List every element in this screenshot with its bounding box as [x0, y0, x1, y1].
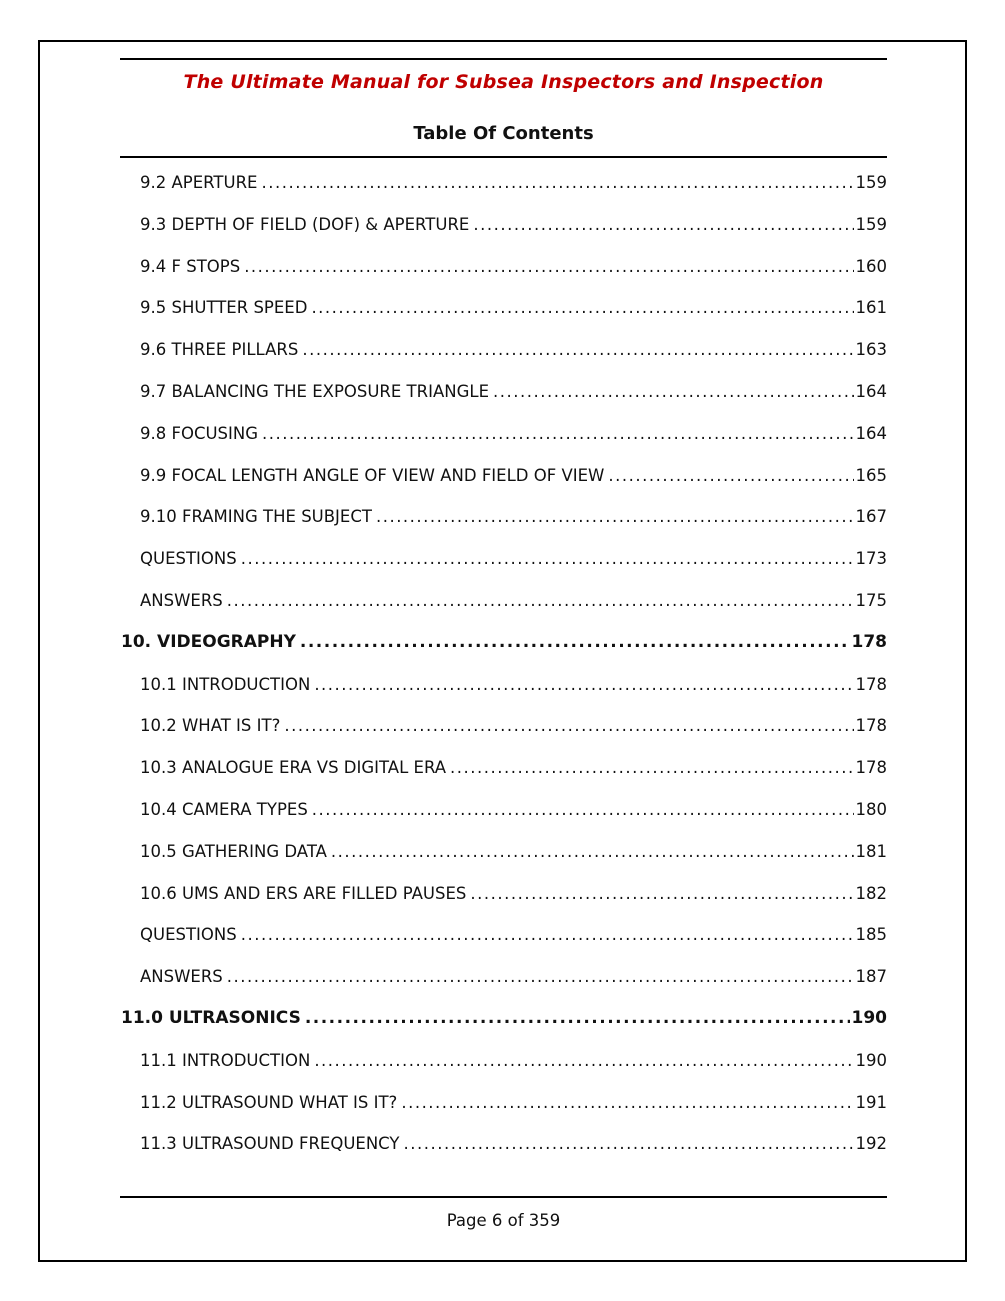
toc-dot-leader: [473, 204, 853, 246]
toc-entry[interactable]: [120, 956, 887, 998]
toc-entry-page: 187: [855, 967, 887, 987]
toc-entry[interactable]: [120, 789, 887, 831]
toc-dot-leader: [401, 1082, 853, 1124]
toc-entry-page: 178: [851, 631, 887, 652]
toc-entry[interactable]: [120, 246, 887, 288]
toc-entry[interactable]: [120, 538, 887, 580]
toc-entry-label: 9.6 THREE PILLARS: [140, 340, 299, 360]
toc-list: [120, 162, 887, 1165]
toc-entry-page: 163: [855, 340, 887, 360]
toc-dot-leader: [305, 998, 850, 1040]
toc-entry[interactable]: [120, 998, 887, 1040]
toc-entry[interactable]: [120, 1123, 887, 1165]
toc-entry-page: 181: [855, 841, 887, 861]
toc-title: Table Of Contents: [413, 123, 594, 144]
toc-entry-label: ANSWERS: [140, 967, 223, 987]
toc-entry[interactable]: [120, 580, 887, 622]
toc-entry-label: 10.2 WHAT IS IT?: [140, 716, 281, 736]
toc-entry[interactable]: [120, 287, 887, 329]
toc-entry[interactable]: [120, 413, 887, 455]
toc-entry-label: 11.1 INTRODUCTION: [140, 1050, 311, 1070]
toc-entry-page: 167: [855, 507, 887, 527]
toc-title-rule: [120, 156, 887, 158]
toc-entry[interactable]: [120, 204, 887, 246]
toc-entry-page: 190: [851, 1007, 887, 1028]
toc-dot-leader: [227, 956, 854, 998]
toc-dot-leader: [300, 622, 850, 664]
toc-entry-page: 175: [855, 590, 887, 610]
footer-rule: [120, 1196, 887, 1198]
toc-entry-page: 192: [855, 1134, 887, 1154]
toc-entry-page: 165: [855, 465, 887, 485]
toc-entry[interactable]: [120, 162, 887, 204]
toc-dot-leader: [314, 664, 853, 706]
page-content: [120, 42, 887, 1165]
toc-entry-page: 185: [855, 925, 887, 945]
toc-entry-page: 190: [855, 1050, 887, 1070]
toc-dot-leader: [311, 287, 853, 329]
toc-entry-label: 9.3 DEPTH OF FIELD (DOF) & APERTURE: [140, 214, 470, 234]
toc-dot-leader: [312, 789, 854, 831]
toc-dot-leader: [284, 705, 853, 747]
toc-entry-page: 182: [855, 883, 887, 903]
document-title: The Ultimate Manual for Subsea Inspectors and Inspection: [183, 71, 824, 93]
toc-entry[interactable]: [120, 831, 887, 873]
toc-dot-leader: [331, 831, 854, 873]
toc-dot-leader: [241, 914, 854, 956]
toc-dot-leader: [314, 1040, 853, 1082]
toc-entry[interactable]: [120, 873, 887, 915]
toc-dot-leader: [262, 413, 853, 455]
toc-entry-page: 159: [855, 173, 887, 192]
toc-entry-label: 10.3 ANALOGUE ERA VS DIGITAL ERA: [140, 758, 447, 778]
toc-entry-label: 9.7 BALANCING THE EXPOSURE TRIANGLE: [140, 381, 490, 401]
toc-entry-label: QUESTIONS: [140, 925, 237, 945]
toc-entry-label: 9.8 FOCUSING: [140, 423, 259, 443]
toc-dot-leader: [404, 1123, 854, 1165]
toc-dot-leader: [244, 246, 853, 288]
toc-dot-leader: [608, 455, 853, 497]
toc-entry[interactable]: [120, 455, 887, 497]
toc-entry[interactable]: [120, 914, 887, 956]
toc-entry-label: 10.4 CAMERA TYPES: [140, 799, 308, 819]
toc-entry-label: 9.10 FRAMING THE SUBJECT: [140, 507, 372, 527]
toc-entry-label: 10.1 INTRODUCTION: [140, 674, 311, 694]
toc-entry[interactable]: [120, 371, 887, 413]
toc-dot-leader: [376, 496, 854, 538]
toc-entry-label: 11.2 ULTRASOUND WHAT IS IT?: [140, 1092, 398, 1112]
toc-entry-page: 164: [855, 423, 887, 443]
toc-entry-page: 161: [855, 298, 887, 318]
toc-entry-label: 11.0 ULTRASONICS: [121, 1007, 301, 1028]
toc-entry-label: QUESTIONS: [140, 549, 237, 569]
toc-entry[interactable]: [120, 747, 887, 789]
toc-entry-label: 9.9 FOCAL LENGTH ANGLE OF VIEW AND FIELD OF VIEW: [140, 465, 605, 485]
toc-entry[interactable]: [120, 1040, 887, 1082]
toc-entry-page: 164: [855, 381, 887, 401]
toc-entry[interactable]: [120, 329, 887, 371]
toc-entry-page: 159: [855, 214, 887, 234]
toc-entry-page: 191: [855, 1092, 887, 1112]
toc-dot-leader: [261, 162, 853, 204]
toc-entry-label: 9.2 APERTURE: [140, 173, 258, 192]
toc-entry[interactable]: [120, 496, 887, 538]
toc-entry-page: 178: [855, 758, 887, 778]
toc-entry-page: 178: [855, 716, 887, 736]
toc-entry-label: 11.3 ULTRASOUND FREQUENCY: [140, 1134, 400, 1154]
toc-dot-leader: [493, 371, 853, 413]
toc-entry-page: 160: [855, 256, 887, 276]
page-footer: [120, 1196, 887, 1230]
page-number: Page 6 of 359: [446, 1211, 561, 1230]
toc-entry-label: 9.4 F STOPS: [140, 256, 241, 276]
toc-entry[interactable]: [120, 622, 887, 664]
toc-dot-leader: [302, 329, 853, 371]
toc-entry[interactable]: [120, 664, 887, 706]
toc-dot-leader: [241, 538, 854, 580]
toc-entry-page: 180: [855, 799, 887, 819]
toc-entry-label: 10.5 GATHERING DATA: [140, 841, 327, 861]
toc-dot-leader: [470, 873, 853, 915]
toc-entry[interactable]: [120, 1082, 887, 1124]
toc-entry-label: ANSWERS: [140, 590, 223, 610]
document-page: [38, 40, 967, 1262]
toc-entry[interactable]: [120, 705, 887, 747]
toc-entry-page: 173: [855, 549, 887, 569]
toc-entry-label: 10.6 UMS AND ERS ARE FILLED PAUSES: [140, 883, 467, 903]
toc-entry-label: 9.5 SHUTTER SPEED: [140, 298, 308, 318]
toc-entry-label: 10. VIDEOGRAPHY: [121, 631, 296, 652]
toc-dot-leader: [450, 747, 853, 789]
toc-entry-page: 178: [855, 674, 887, 694]
header-rule: [120, 58, 887, 60]
toc-dot-leader: [227, 580, 854, 622]
